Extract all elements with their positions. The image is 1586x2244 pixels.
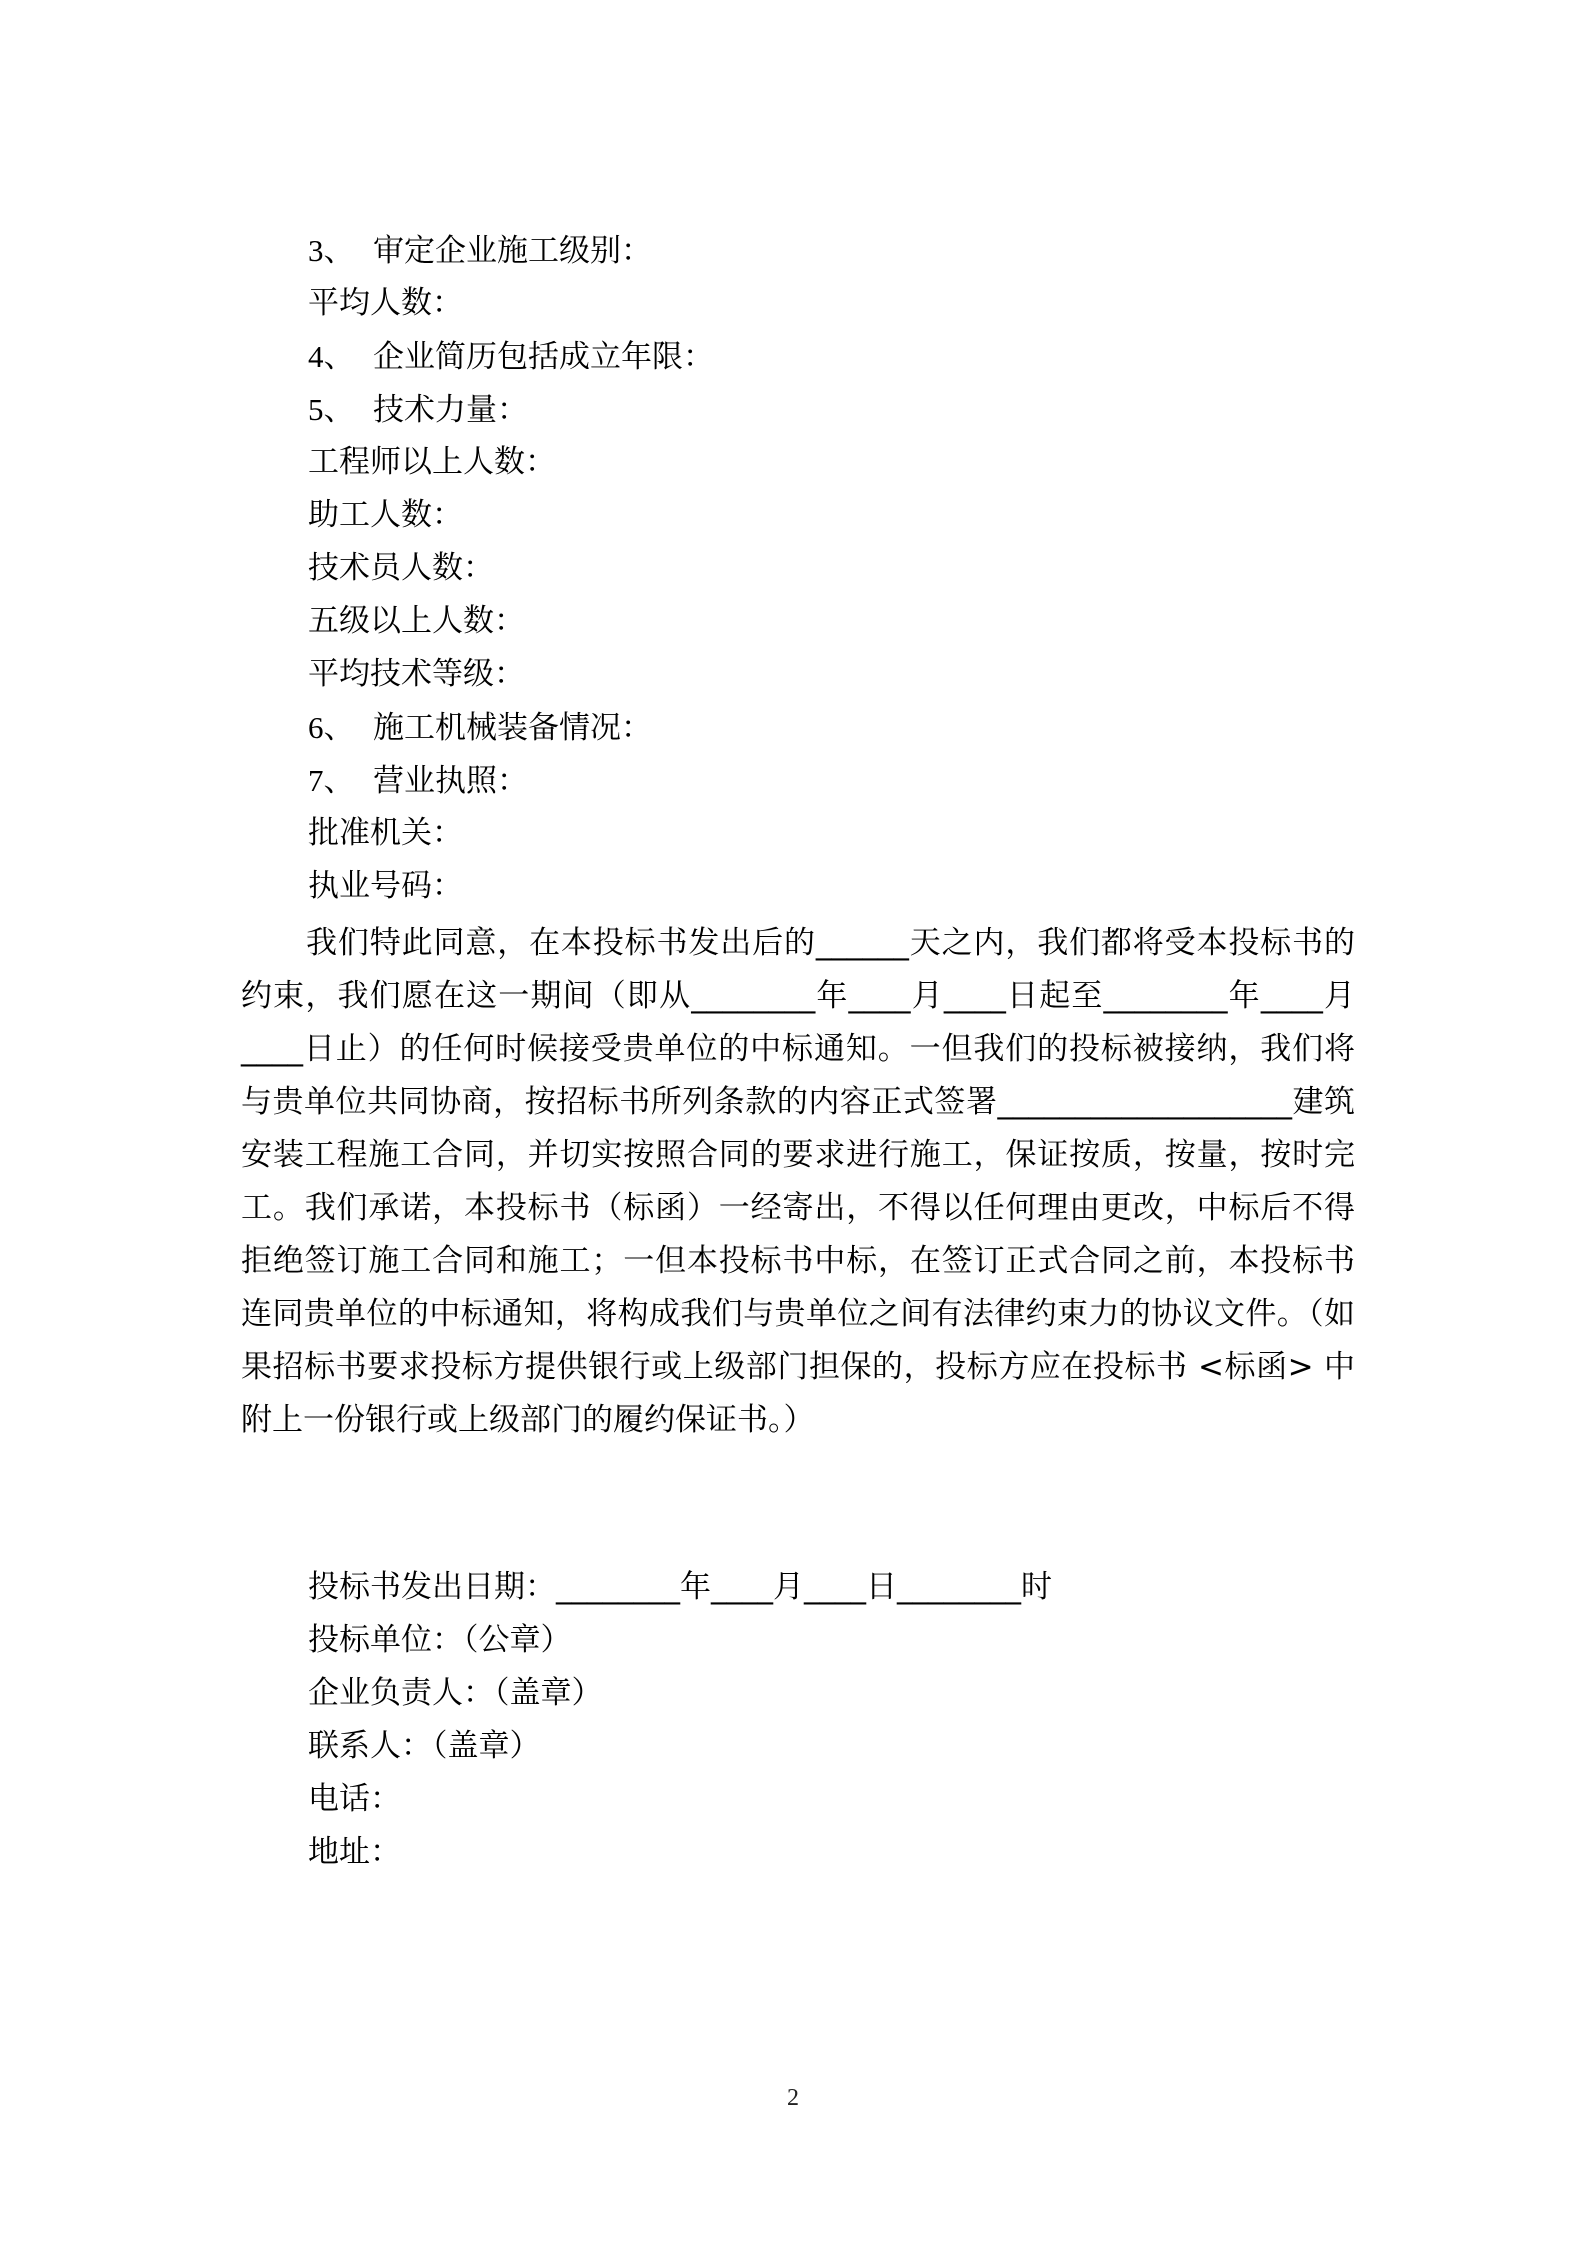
list-item [308,860,1358,913]
list-item [308,754,1358,807]
item-number: 4、 [308,339,355,374]
item-number: 3、 [308,233,355,268]
list-item [308,277,1358,330]
item-text: 平均人数： [308,285,463,321]
signature-phone-line: 电话： [308,1781,401,1817]
list-item [308,224,1358,277]
signature-contact-line: 联系人：（盖章） [308,1728,541,1764]
item-text: 平均技术等级： [308,656,525,692]
list-item [308,701,1358,754]
item-text: 五级以上人数： [308,603,525,639]
commitment-paragraph [241,917,1355,1447]
item-text: 工程师以上人数： [308,444,556,480]
item-text: 企业简历包括成立年限： [373,339,714,375]
item-text: 批准机关： [308,815,463,851]
signature-block [308,1561,1358,1879]
list-item [308,542,1358,595]
item-text: 执业号码： [308,868,463,904]
signature-bidder-line: 投标单位：（公章） [308,1622,572,1658]
qualification-list [308,224,1358,913]
item-text: 审定企业施工级别： [373,233,652,269]
list-item [308,595,1358,648]
page-number: 2 [787,2085,799,2111]
signature-manager-line: 企业负责人：（盖章） [308,1675,603,1711]
item-text: 施工机械装备情况： [373,710,652,746]
list-item [308,330,1358,383]
list-item [308,436,1358,489]
list-item [308,383,1358,436]
item-number: 5、 [308,392,355,427]
item-text: 助工人数： [308,497,463,533]
item-text: 营业执照： [373,763,528,799]
item-number: 6、 [308,710,355,745]
item-text: 技术员人数： [308,550,494,586]
signature-address-line: 地址： [308,1834,401,1870]
item-text: 技术力量： [373,392,528,428]
list-item [308,489,1358,542]
item-number: 7、 [308,763,355,798]
list-item [308,807,1358,860]
list-item [308,648,1358,701]
paragraph-text: 我们特此同意，在本投标书发出后的______天之内，我们都将受本投标书的约束，我们愿在这一期间（即从________年____月____日起至________年____月____日止）的任何时候接受贵单位的中标通知。一但我们的投标被接纳，我们将与贵单位共同协商，按招标书所列条款的内容正式签署___________________建筑安装工程施工合同，并切实按照合同的要求进行施工，保证按质，按量，按时完工。我们承诺，本投标书（标函）一经寄出，不得以任何理由更改，中标后不得拒绝签订施工合同和施工；一但本投标书中标，在签订正式合同之前，本投标书连同贵单位的中标通知，将构成我们与贵单位之间有法律约束力的协议文件。（如果招标书要求投标方提供银行或上级部门担保的，投标方应在投标书 <标函> 中附上一份银行或上级部门的履约保证书。） [241,925,1355,1438]
signature-date-line: 投标书发出日期：________年____月____日________时 [308,1569,1052,1605]
